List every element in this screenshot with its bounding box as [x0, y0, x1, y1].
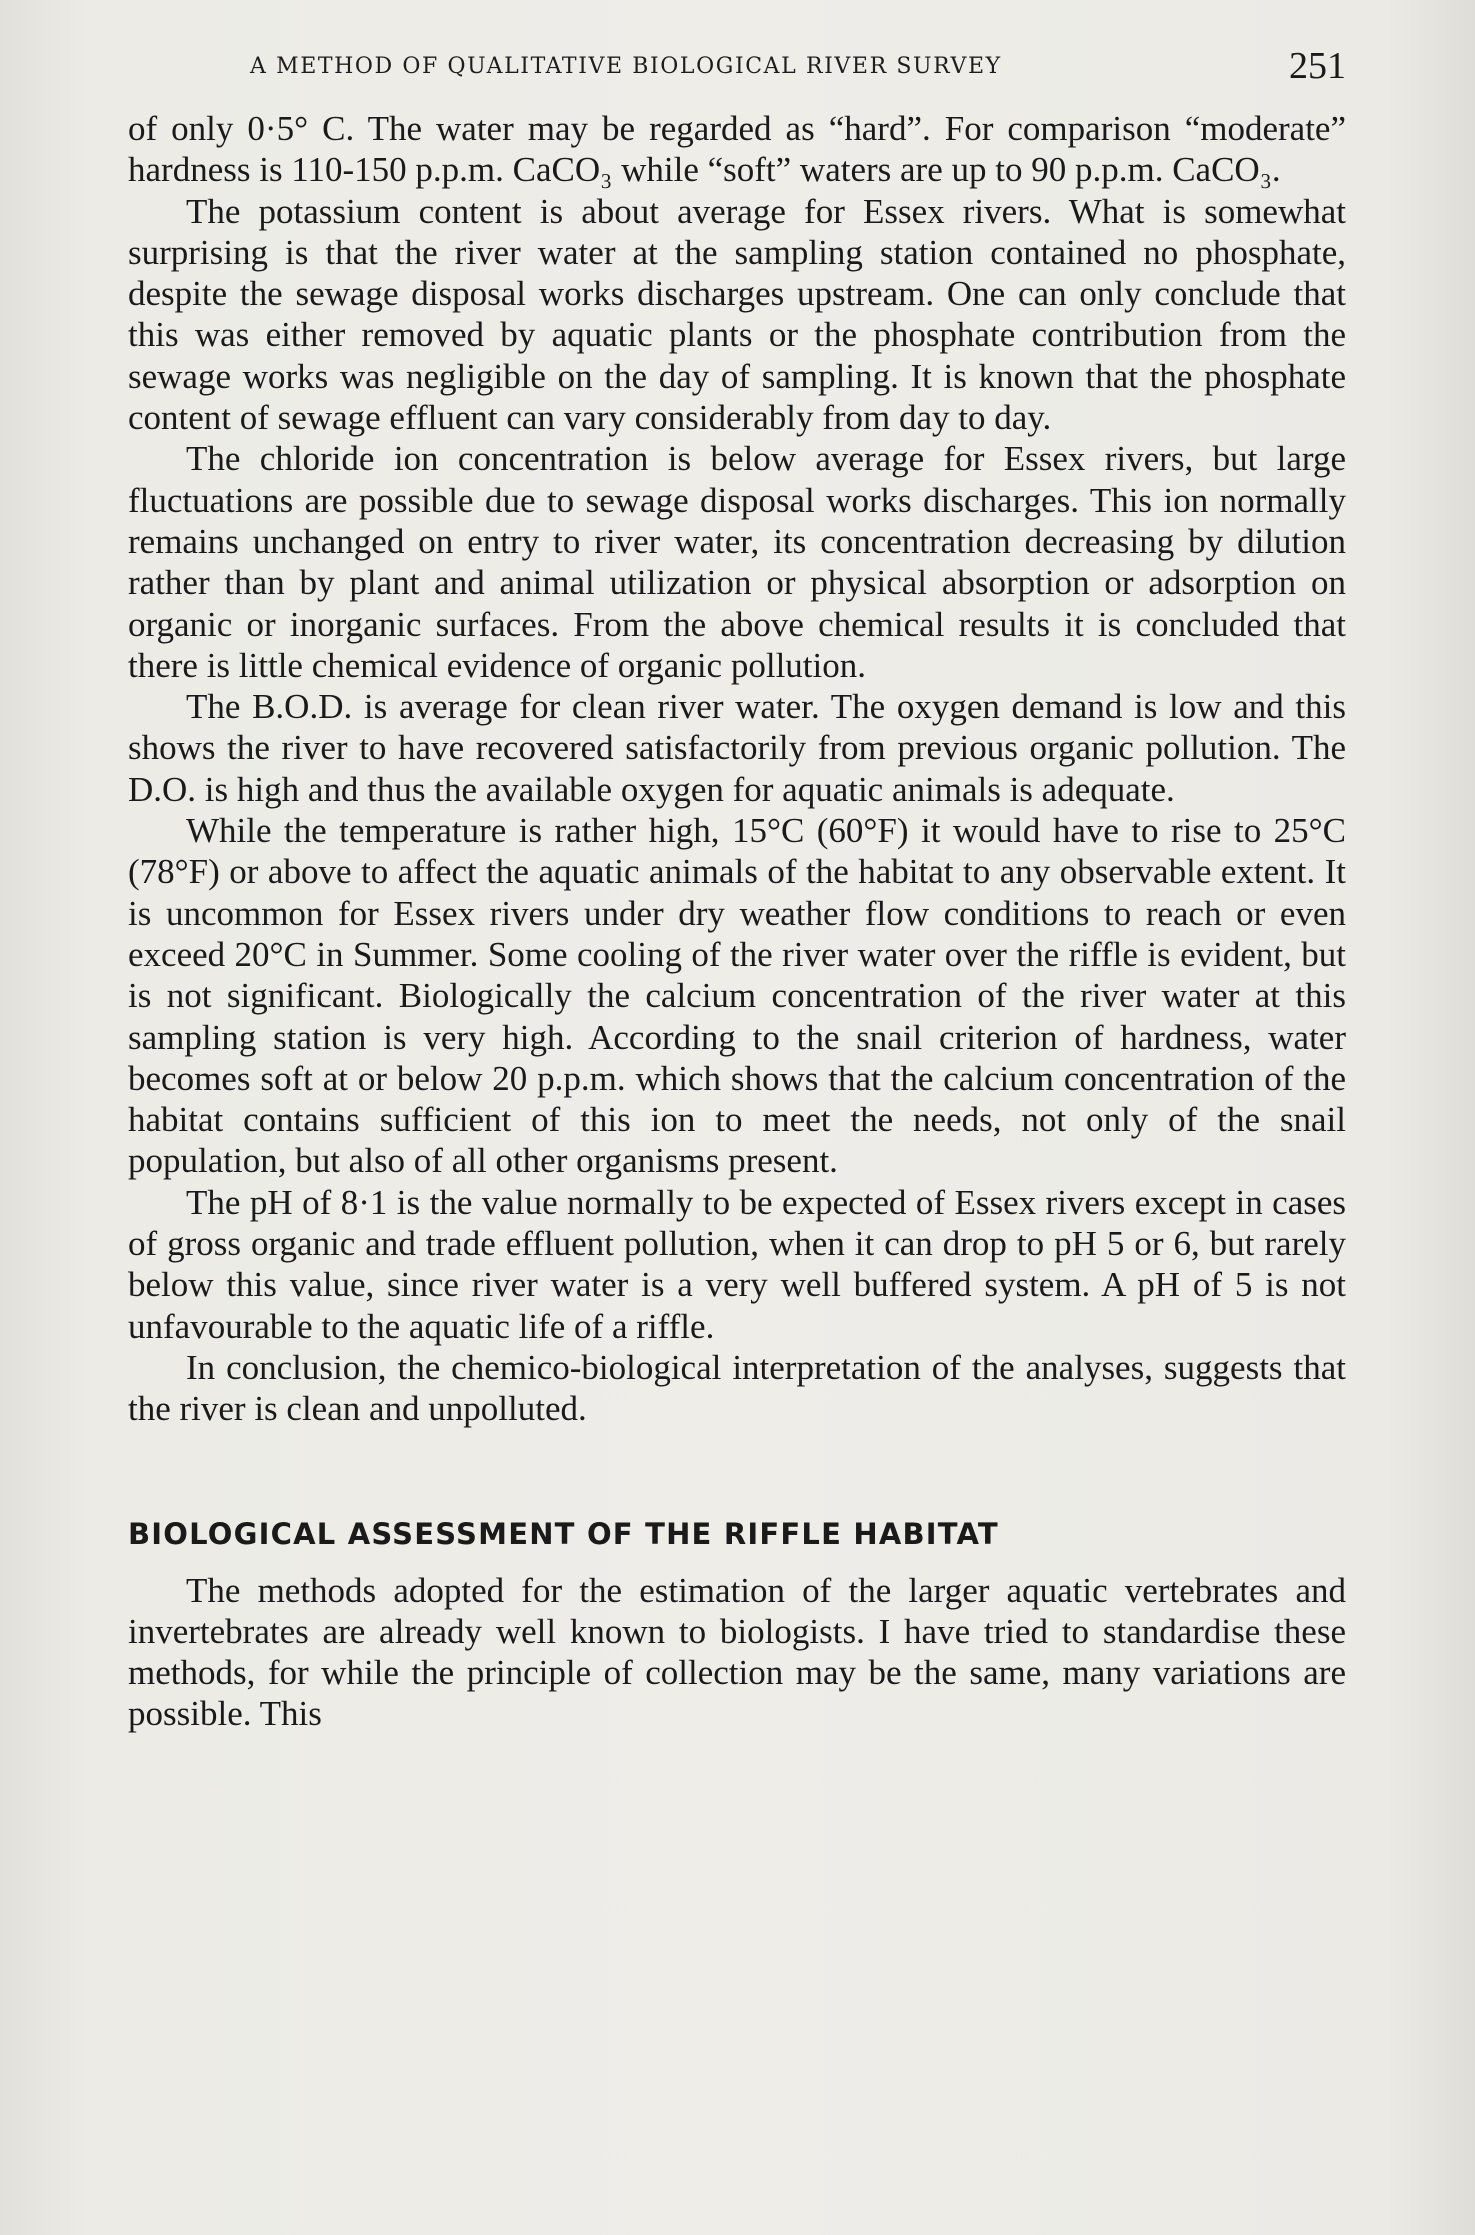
- paragraph-conclusion: In conclusion, the chemico-biological interpretation of the analyses, suggests that the river is clean and unpolluted.: [128, 1347, 1346, 1429]
- body-text: [128, 108, 1346, 1735]
- section-heading: BIOLOGICAL ASSESSMENT OF THE RIFFLE HABITAT: [128, 1516, 999, 1551]
- paragraph-potassium: The potassium content is about average for Essex rivers. What is somewhat surprising is that the river water at the sampling station contained no phosphate, despite the sewage disposal works discharges upstream. One can only conclude that this was either removed by aquatic plants or the phosphate contribution from the sewage works was negligible on the day of sampling. It is known that the phosphate content of sewage effluent can vary considerably from day to day.: [128, 191, 1346, 438]
- paragraph-chloride: The chloride ion concentration is below average for Essex rivers, but large fluctuations are possible due to sewage disposal works discharges. This ion normally remains unchanged on entry to river water, its concentration decreasing by dilution rather than by plant and animal utilization or physical absorption or adsorption on organic or inorganic surfaces. From the above chemical results it is concluded that there is little chemical evidence of organic pollution.: [128, 439, 1346, 685]
- paragraph-ph: The pH of 8·1 is the value normally to be expected of Essex rivers except in cases of gross organic and trade effluent pollution, when it can drop to pH 5 or 6, but rarely below this value, since river water is a very well buffered system. A pH of 5 is not unfavourable to the aquatic life of a riffle.: [128, 1182, 1346, 1346]
- paragraph-bod: The B.O.D. is average for clean river water. The oxygen demand is low and this shows the river to have recovered satisfactorily from previous organic pollution. The D.O. is high and thus the available oxygen for aquatic animals is adequate.: [128, 687, 1346, 809]
- page-header: [128, 44, 1346, 94]
- running-head: A METHOD OF QUALITATIVE BIOLOGICAL RIVER SURVEY: [250, 54, 1002, 79]
- paragraph-continuation: of only 0·5° C. The water may be regarded as “hard”. For comparison “moderate” hardness is 110-150 p.p.m. CaCO₃ while “soft” waters are up to 90 p.p.m. CaCO₃.: [128, 109, 1346, 190]
- paragraph-methods: The methods adopted for the estimation of the larger aquatic vertebrates and invertebrates are already well known to biologists. I have tried to standardise these methods, for while the principle of collection may be the same, many variations are possible. This: [128, 1570, 1346, 1734]
- paragraph-temperature: While the temperature is rather high, 15°C (60°F) it would have to rise to 25°C (78°F) or above to affect the aquatic animals of the habitat to any observable extent. It is uncommon for Essex rivers under dry weather flow conditions to reach or even exceed 20°C in Summer. Some cooling of the river water over the riffle is evident, but is not significant. Biologically the calcium concentration of the river water at this sampling station is very high. According to the snail criterion of hardness, water becomes soft at or below 20 p.p.m. which shows that the calcium concentration of the habitat contains sufficient of this ion to meet the needs, not only of the snail population, but also of all other organisms present.: [128, 811, 1346, 1181]
- page-number: 251: [1289, 45, 1346, 87]
